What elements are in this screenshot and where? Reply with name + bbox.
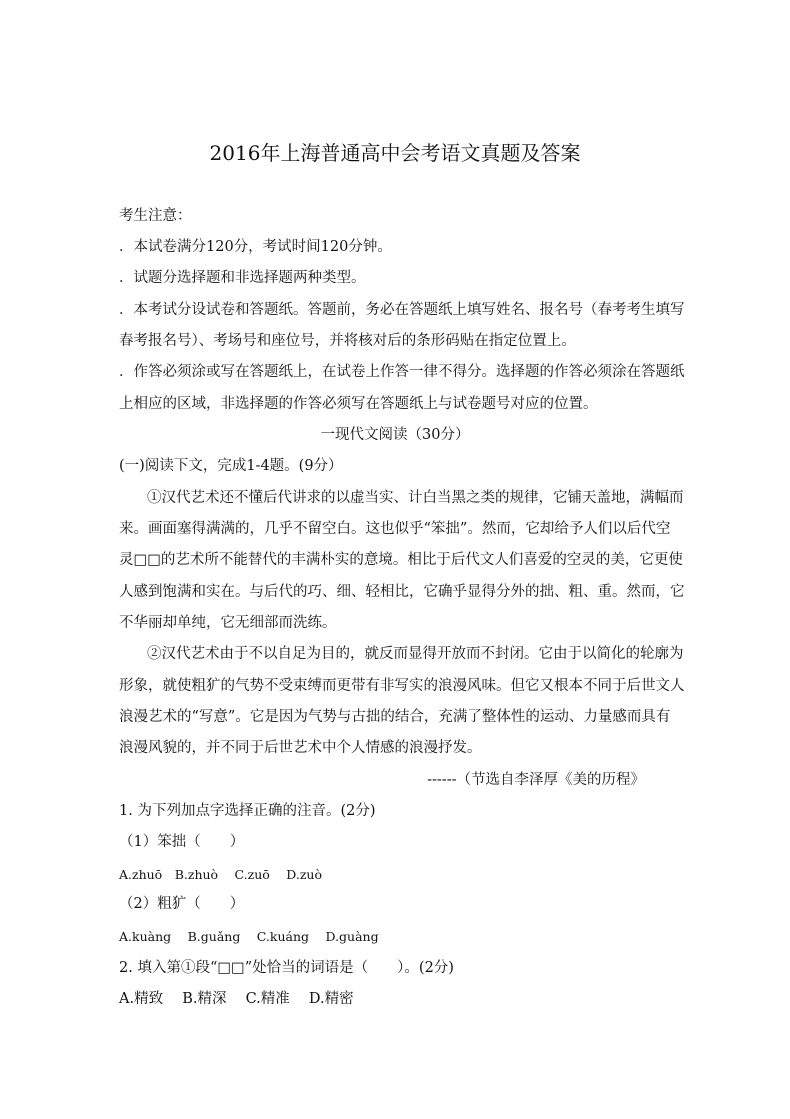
question-1-stem: 1. 为下列加点字选择正确的注音。(2分): [119, 803, 376, 819]
question-2-options: A.精致 B.精深 C.精准 D.精密: [119, 991, 354, 1007]
paragraph-line: 浪漫风貌的，并不同于后世艺术中个人情感的浪漫抒发。: [119, 740, 482, 756]
source-citation: ------（节选自李泽厚《美的历程》: [427, 772, 645, 788]
paragraph-line: 灵□□的艺术所不能替代的丰满朴实的意境。相比于后代文人们喜爱的空灵的美，它更使: [119, 552, 683, 568]
notice-item: 春考报名号）、考场号和座位号，并将核对后的条形码贴在指定位置上。: [119, 333, 576, 349]
notice-item: 上相应的区域，非选择题的作答必须写在答题纸上与试卷题号对应的位置。: [119, 396, 598, 412]
paragraph-line: ②汉代艺术由于不以自足为目的，就反而显得开放而不封闭。它由于以简化的轮廓为: [147, 646, 684, 662]
paragraph-line: ①汉代艺术还不懂后代讲求的以虚当实、计白当黑之类的规律，它铺天盖地，满幅而: [147, 490, 684, 506]
question-1-options-1: A.zhuō B.zhuò C.zuō D.zuò: [119, 867, 322, 882]
section-heading: 一现代文阅读（30分）: [320, 427, 470, 443]
notice-heading: 考生注意：: [119, 208, 192, 224]
question-2-stem: 2. 填入第①段“□□”处恰当的词语是（ ）。(2分): [119, 960, 454, 976]
paragraph-line: 来。画面塞得满满的，几乎不留空白。这也似乎“笨拙”。然而，它却给予人们以后代空: [119, 521, 671, 537]
notice-item: ．本考试分设试卷和答题纸。答题前，务必在答题纸上填写姓名、报名号（春考考生填写: [119, 302, 685, 318]
question-1-sub-2: （2）粗犷（ ）: [119, 896, 245, 912]
question-1-options-2: A.kuàng B.guǎng C.kuáng D.guàng: [119, 929, 379, 944]
notice-item: ．本试卷满分120分，考试时间120分钟。: [119, 239, 392, 255]
paragraph-line: 不华丽却单纯，它无细部而洗练。: [119, 615, 337, 631]
notice-item: ．试题分选择题和非选择题两种类型。: [119, 270, 366, 286]
paragraph-line: 浪漫艺术的“写意”。它是因为气势与古拙的结合，充满了整体性的运动、力量感而具有: [119, 709, 671, 725]
question-1-sub-1: （1）笨拙（ ）: [119, 834, 245, 850]
paragraph-line: 形象，就使粗犷的气势不受束缚而更带有非写实的浪漫风味。但它又根本不同于后世文人: [119, 678, 685, 694]
paragraph-line: 人感到饱满和实在。与后代的巧、细、轻相比，它确乎显得分外的拙、粗、重。然而，它: [119, 584, 685, 600]
notice-item: ．作答必须涂或写在答题纸上，在试卷上作答一律不得分。选择题的作答必须涂在答题纸: [119, 364, 685, 380]
part-heading: (一)阅读下文，完成1-4题。(9分）: [119, 458, 343, 474]
page-title: 2016年上海普通高中会考语文真题及答案: [209, 141, 581, 165]
